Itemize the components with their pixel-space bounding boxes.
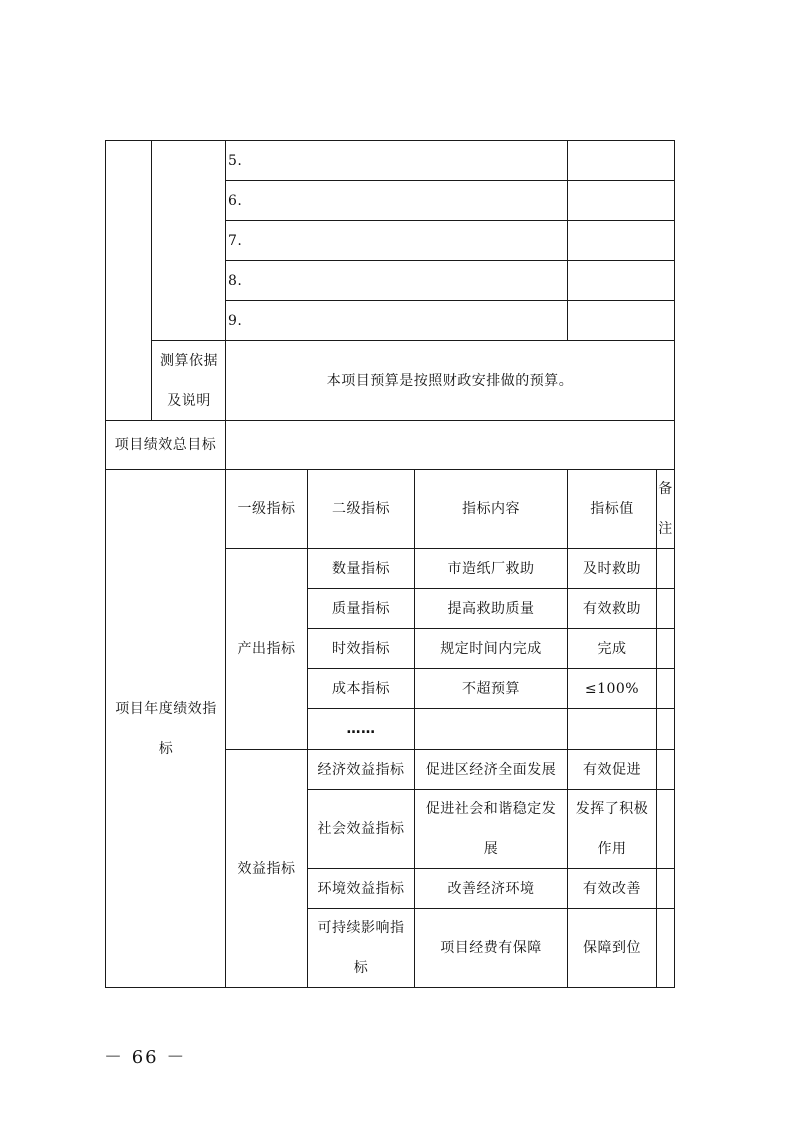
indicator-content: 规定时间内完成: [440, 640, 542, 657]
indicator-content: 改善经济环境: [447, 880, 535, 897]
indicator-value: 完成: [597, 640, 627, 657]
indicator-name: ……: [346, 721, 376, 737]
item-label: 6.: [228, 192, 243, 209]
indicator-name: 数量指标: [332, 560, 390, 577]
item-label: 5.: [228, 152, 243, 169]
indicator-content: 不超预算: [462, 680, 520, 697]
page-number: － 66 －: [104, 1047, 187, 1068]
indicator-value: 发挥了积极作用: [575, 801, 649, 857]
indicator-value: 有效促进: [583, 761, 641, 778]
output-indicators-label: 产出指标: [237, 641, 296, 657]
basis-label: 测算依据及说明: [160, 352, 218, 409]
item-label: 7.: [228, 232, 243, 249]
benefit-indicators-label: 效益指标: [237, 860, 296, 877]
indicator-name: 经济效益指标: [317, 761, 405, 778]
header-level2: 二级指标: [332, 501, 390, 517]
indicator-value: 有效救助: [583, 600, 641, 617]
goal-value: [226, 421, 674, 469]
indicator-name: 成本指标: [332, 680, 390, 697]
indicator-content: 促进区经济全面发展: [425, 761, 557, 778]
table-border-left: [105, 140, 106, 988]
table-border-right: [674, 140, 675, 988]
header-note: 备注: [658, 481, 673, 537]
annual-indicators-label: 项目年度绩效指标: [115, 700, 217, 757]
indicator-name: 社会效益指标: [317, 821, 405, 837]
basis-text: 本项目预算是按照财政安排做的预算。: [326, 372, 574, 389]
header-content: 指标内容: [462, 501, 520, 517]
indicator-name: 时效指标: [332, 640, 390, 657]
indicator-name: 质量指标: [332, 600, 390, 617]
item-label: 9.: [228, 312, 243, 329]
header-value: 指标值: [590, 501, 634, 517]
grid-line: [151, 140, 152, 420]
indicator-name: 环境效益指标: [317, 880, 405, 897]
indicator-value: 保障到位: [583, 940, 641, 956]
indicator-content: 市造纸厂救助: [447, 560, 535, 577]
indicator-value: 及时救助: [583, 560, 641, 577]
indicator-value: [568, 709, 656, 749]
indicator-value: 有效改善: [583, 880, 641, 897]
goal-label: 项目绩效总目标: [114, 437, 217, 453]
indicator-content: 提高救助质量: [447, 600, 535, 617]
indicator-name: 可持续影响指标: [317, 920, 405, 976]
indicator-content: 项目经费有保障: [440, 940, 542, 956]
header-level1: 一级指标: [237, 501, 296, 517]
indicator-content: [415, 709, 567, 749]
indicator-content: 促进社会和谐稳定发展: [425, 801, 557, 857]
indicator-value: ≤100%: [584, 680, 640, 697]
item-label: 8.: [228, 272, 243, 289]
grid-line: [567, 140, 568, 340]
